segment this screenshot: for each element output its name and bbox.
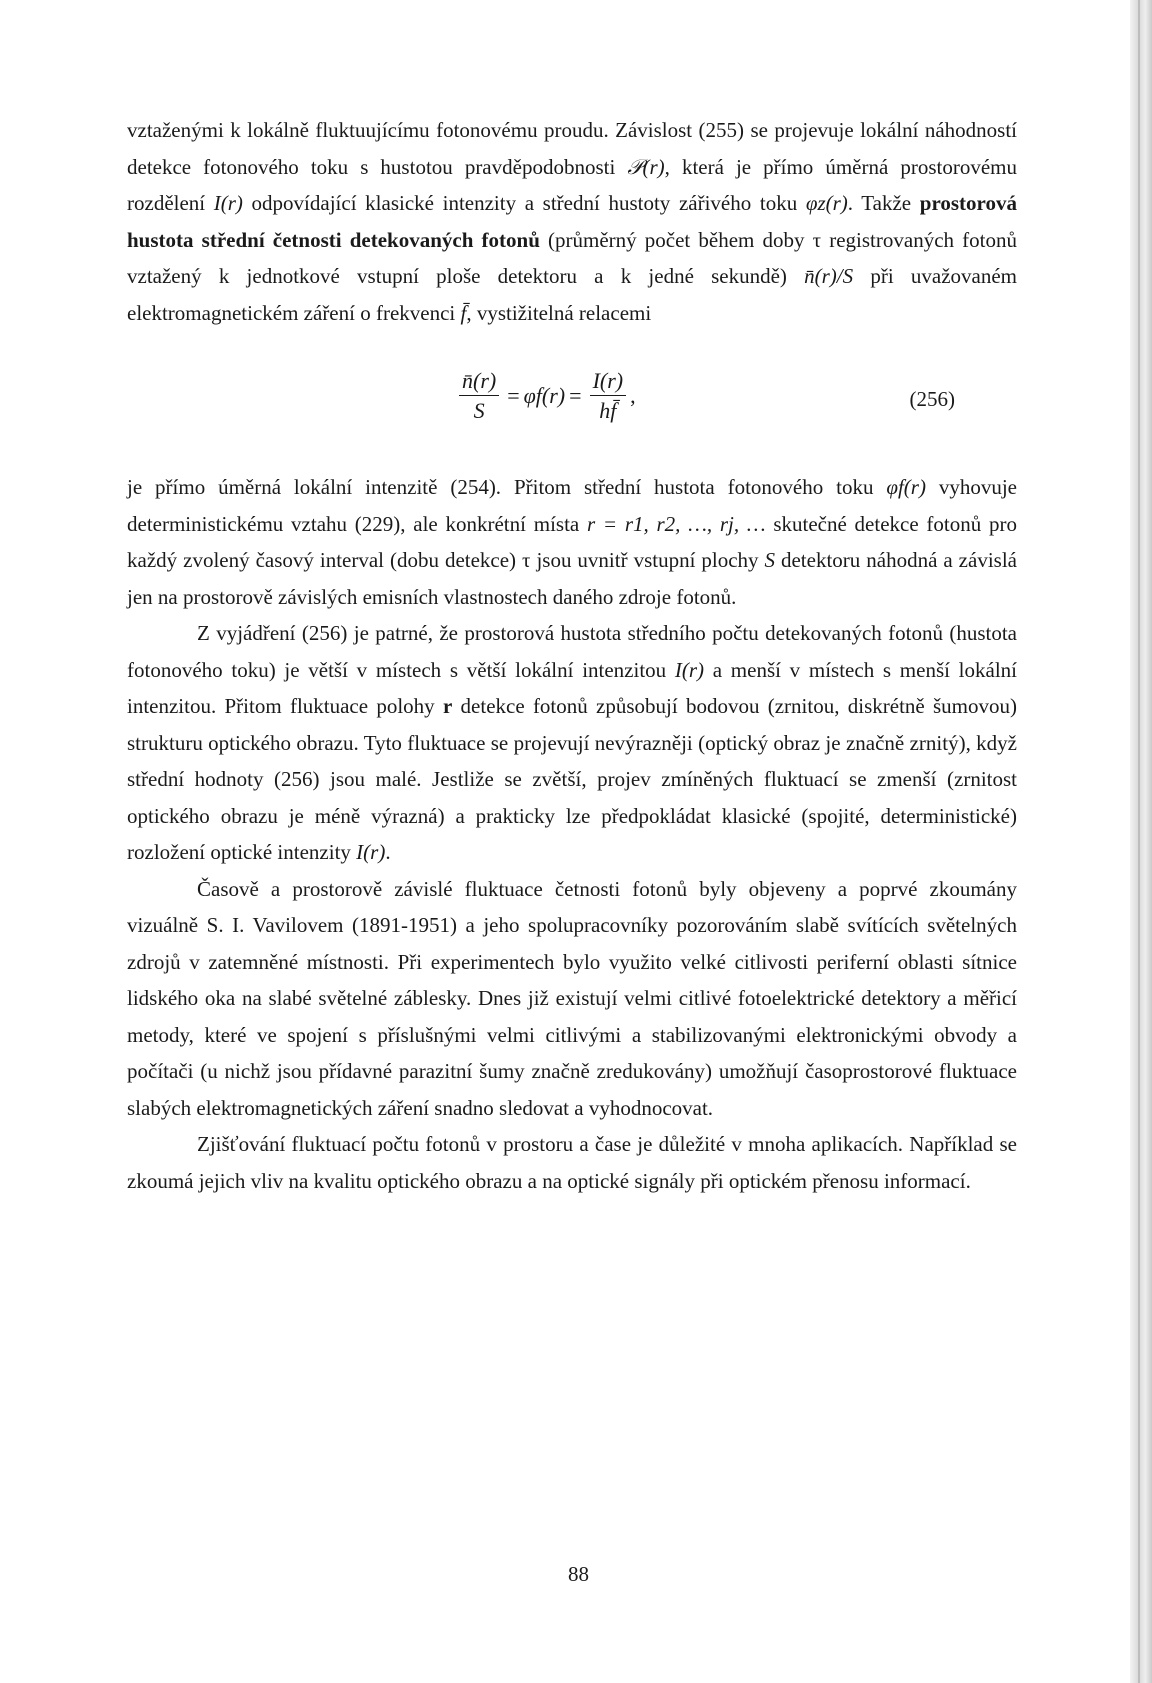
equation-phi-f: φf(r): [523, 383, 566, 409]
paragraph-text: při uvažovaném elektromagnetickém záření o frekvenci: [127, 264, 1017, 325]
paragraph-text: detekce fotonů způsobují bodovou (zrnitou, diskrétně šumovou) strukturu optického obrazu. Tyto fluktuace se projevují nevýrazněji (optický obraz je značně zrnitý), když střední hodnoty (256) jsou malé. Jestliže se zvětší, projev zmíněných fluktuací se zmenší (zrnitost optického obrazu je méně výrazná) a prakticky lze předpokládat klasické (spojité, deterministické) rozložení optické intenzity: [127, 694, 1017, 864]
paragraph-2: [127, 469, 1017, 615]
page-number: 88: [568, 1562, 589, 1586]
equals-sign: =: [507, 383, 520, 409]
paragraph-text: vztaženými k lokálně fluktuujícímu fotonovému proudu. Závislost (255) se projevuje lokální náhodností detekce fotonového toku s hustotou pravděpodobnosti: [127, 118, 1017, 179]
math-phi-z: φz(r): [805, 191, 848, 215]
math-prob-density: 𝒫(r): [627, 154, 665, 179]
math-intensity: I(r): [213, 191, 243, 215]
equation-256: [127, 345, 1017, 453]
equation-comma: ,: [630, 383, 636, 409]
page-binding-line: [1138, 0, 1140, 1683]
paragraph-text: a menší v místech s menší lokální intenzitou. Přitom fluktuace polohy: [127, 657, 1017, 718]
paragraph-text: (průměrný počet během doby τ registrovaných fotonů vztažený k jednotkové vstupní ploše detektoru a k jedné sekundě): [127, 227, 1017, 288]
math-n-over-s: n̄(r)/S: [804, 264, 854, 288]
math-intensity: I(r): [674, 657, 705, 682]
paragraph-text: .: [385, 840, 391, 864]
paragraph-4: Časově a prostorově závislé fluktuace četnosti fotonů byly objeveny a poprvé zkoumány vizuálně S. I. Vavilovem (1891-1951) a jeho spolupracovníky pozorováním slabě svítících světelných zdrojů v zatemněné místnosti. Při experimentech bylo využito velké citlivosti periferní oblasti sítnice lidského oka na slabé světelné záblesky. Dnes již existují velmi citlivé fotoelektrické detektory a měřicí metody, které ve spojení s příslušnými velmi citlivými a stabilizovanými elektronickými obvody a počítači (u nichž jsou přídavné parazitní šumy značně zredukovány) umožňují časoprostorové fluktuace slabých elektromagnetických záření snadno sledovat a vyhodnocovat.: [127, 876, 1017, 1120]
paragraph-text: detektoru náhodná a závislá jen na prostorově závislých emisních vlastnostech daného zdroje fotonů.: [127, 548, 1017, 609]
fraction-rhs: [590, 367, 627, 426]
fraction-denominator: hf̄: [599, 398, 617, 423]
document-body: [127, 112, 1017, 1199]
equals-sign: =: [569, 383, 582, 409]
math-s: S: [764, 548, 776, 572]
fraction-denominator: S: [473, 398, 485, 423]
paragraph-1: [127, 112, 1017, 331]
paragraph-text: , která je přímo úměrná prostorovému rozdělení: [127, 154, 1018, 215]
math-f-bar: f̄: [460, 300, 467, 325]
paragraph-text: odpovídající klasické intenzity a střední hustoty zářivého toku: [242, 191, 806, 215]
paragraph-text: , vystižitelná relacemi: [466, 300, 652, 325]
paragraph-text: Z vyjádření (256) je patrné, že prostorová hustota středního počtu detekovaných fotonů (hustota fotonového toku) je větší v místech s větší lokální intenzitou: [127, 621, 1017, 682]
math-r: r: [442, 694, 453, 718]
math-positions: r = r1, r2, …, rj, …: [586, 511, 766, 536]
paragraph-text: . Takže: [847, 191, 920, 215]
paragraph-text: je přímo úměrná lokální intenzitě (254). Přitom střední hustota fotonového toku: [127, 475, 887, 499]
paragraph-3: [127, 615, 1017, 871]
fraction-numerator: I(r): [590, 367, 627, 396]
fraction-numerator: n̄(r): [459, 367, 499, 396]
fraction-lhs: [459, 367, 499, 426]
page-edge-shadow: [1130, 0, 1152, 1683]
paragraph-text: skutečné detekce fotonů pro každý zvolený časový interval (dobu detekce) τ jsou uvnitř vstupní plochy: [127, 511, 1017, 572]
paragraph-5: Zjišťování fluktuací počtu fotonů v prostoru a čase je důležité v mnoha aplikacích. Například se zkoumá jejich vliv na kvalitu optického obrazu a na optické signály při optickém přenosu informací.: [127, 1132, 1017, 1193]
equation-number: (256): [909, 387, 955, 411]
math-intensity: I(r): [356, 840, 386, 864]
math-phi-f: φf(r): [886, 475, 926, 499]
paragraph-text: vyhovuje deterministickému vztahu (229), ale konkrétní místa: [127, 475, 1018, 536]
bold-term: prostorová hustota střední četnosti detekovaných fotonů: [127, 191, 1017, 252]
equation-body: [455, 367, 636, 426]
